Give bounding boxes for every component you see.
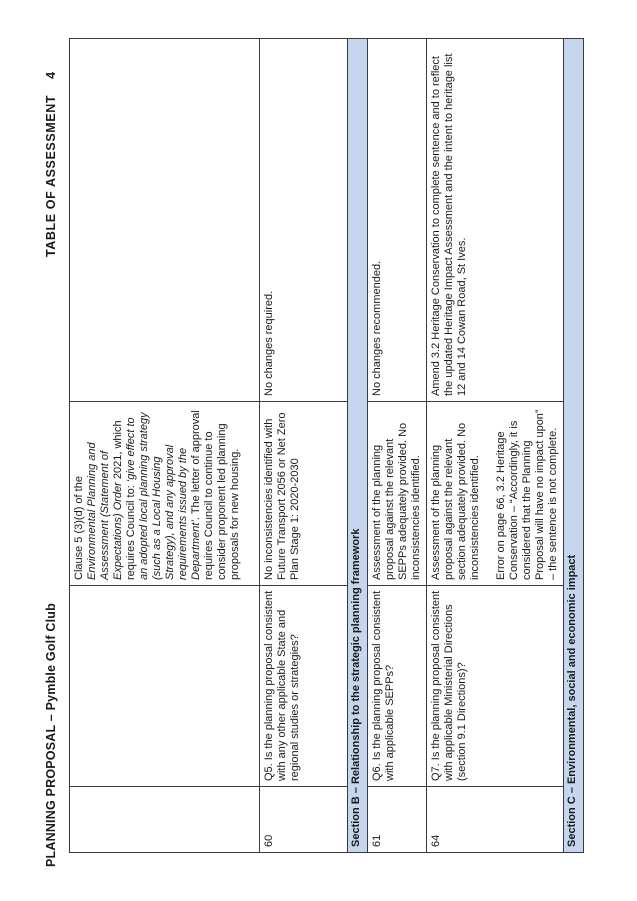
recommendation-cell	[70, 39, 260, 402]
question-cell: Q7. Is the planning proposal consistent with applicable Ministerial Directions (section 9.1 Directions)?	[427, 586, 564, 787]
assessment-text: 2021, which requires Council to:	[112, 420, 137, 580]
section-b-heading: Section B – Relationship to the strategic planning framework	[348, 39, 368, 853]
assessment-cell: Assessment of the planning proposal against the relevant SEPPs adequately provided. No inconsistencies identified.	[368, 402, 427, 586]
assessment-text: Clause 5 (3)(d) of the	[73, 476, 85, 580]
table-row	[70, 39, 260, 853]
assessment-italic-text: Environmental Planning and Assessment (Statement of Expectations) Order	[86, 442, 124, 580]
section-heading-label: TABLE OF ASSESSMENT	[44, 94, 58, 257]
page-cell	[70, 787, 260, 853]
table-row	[427, 39, 564, 853]
section-row	[564, 39, 584, 853]
section-c-heading: Section C – Environmental, social and economic impact	[564, 39, 584, 853]
assessment-cell	[427, 402, 564, 586]
table-row	[368, 39, 427, 853]
assessment-paragraph: Error on page 66, 3.2 Heritage Conservation – “Accordingly, it is considered that the Planning Proposal will have no impact upon” – the sentence is not complete.	[495, 409, 559, 580]
recommendation-cell: Amend 3.2 Heritage Conservation to complete sentence and to reflect the updated Heritage Impact Assessment and the intent to heritage list 12 and 14 Cowan Road, St Ives.	[427, 39, 564, 402]
recommendation-cell: No changes required.	[260, 39, 348, 402]
recommendation-cell: No changes recommended.	[368, 39, 427, 402]
question-cell: Q6. Is the planning proposal consistent with applicable SEPPs?	[368, 586, 427, 787]
assessment-cell: No inconsistencies identified with Future Transport 2056 or Net Zero Plan Stage 1: 2020-2030	[260, 402, 348, 586]
assessment-paragraph: Assessment of the planning proposal against the relevant section adequately provided. No inconsistencies identified.	[430, 422, 481, 580]
page-cell: 60	[260, 787, 348, 853]
table-row	[260, 39, 348, 853]
page-number: 4	[44, 71, 58, 79]
section-row	[348, 39, 368, 853]
question-cell: Q5. Is the planning proposal consistent with any other applicable State and regional studies or strategies?	[260, 586, 348, 787]
document-title: PLANNING PROPOSAL – Pymble Golf Club	[44, 603, 58, 867]
question-cell	[70, 586, 260, 787]
assessment-table	[69, 38, 584, 853]
assessment-italic-text: ‘give effect to an adopted local planning strategy (such as a Local Housing Strategy), and any approval requirements issued by the Department’	[125, 412, 202, 580]
assessment-text: . The letter of approval requires Council to continue to consider proponent led planning proposals for new housing.	[190, 410, 241, 580]
page-cell: 64	[427, 787, 564, 853]
page-cell: 61	[368, 787, 427, 853]
assessment-cell	[70, 402, 260, 586]
section-heading	[44, 71, 58, 257]
